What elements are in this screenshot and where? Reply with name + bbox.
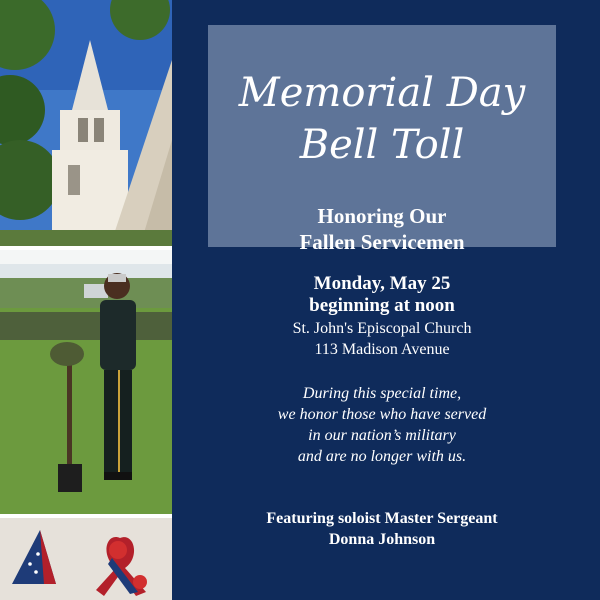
event-address: 113 Madison Avenue bbox=[314, 341, 450, 358]
soldier-photo bbox=[0, 250, 172, 514]
title-line-2: Bell Toll bbox=[299, 122, 465, 168]
photo-column bbox=[0, 0, 172, 600]
church-steeple-photo bbox=[0, 0, 172, 246]
title-line-1: Memorial Day bbox=[238, 70, 526, 116]
event-location: St. John's Episcopal Church bbox=[292, 320, 472, 337]
event-time: beginning at noon bbox=[309, 295, 455, 316]
message-line: During this special time, bbox=[302, 385, 462, 402]
title-box bbox=[208, 25, 556, 254]
message-line: we honor those who have served bbox=[277, 406, 487, 423]
flag-pins-photo bbox=[0, 518, 172, 600]
subtitle-line-2: Fallen Servicemen bbox=[299, 230, 465, 254]
message-line: in our nation’s military bbox=[308, 427, 456, 444]
featuring-line-1: Featuring soloist Master Sergeant bbox=[266, 510, 498, 527]
event-date: Monday, May 25 bbox=[313, 273, 451, 294]
message-line: and are no longer with us. bbox=[297, 448, 467, 465]
featuring-line-2: Donna Johnson bbox=[328, 531, 436, 548]
subtitle-line-1: Honoring Our bbox=[317, 204, 447, 228]
